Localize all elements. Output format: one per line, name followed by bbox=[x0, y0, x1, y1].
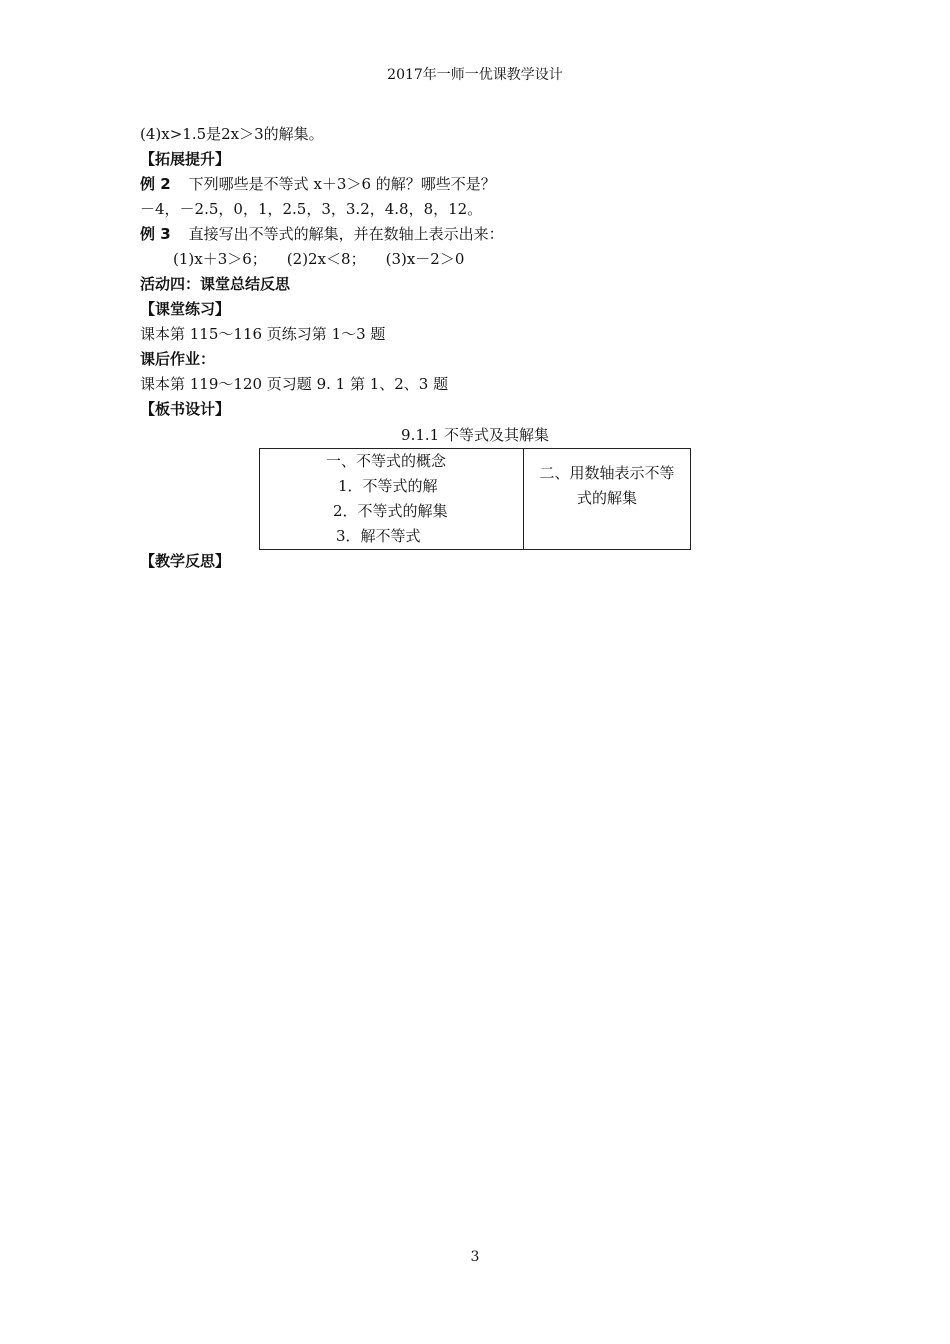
example-3 bbox=[140, 222, 700, 247]
example-2 bbox=[140, 172, 700, 197]
board-item-solution-set: 2．不等式的解集 bbox=[333, 502, 448, 520]
board-item-solving: 3．解不等式 bbox=[336, 527, 421, 545]
homework-heading: 课后作业： bbox=[140, 350, 216, 368]
section-heading-reflection: 【教学反思】 bbox=[140, 552, 231, 570]
example-2-text: 下列哪些是不等式 x＋3＞6 的解？哪些不是？ bbox=[188, 175, 496, 193]
board-right-cell bbox=[524, 449, 691, 550]
board-right-line-1: 二、用数轴表示不等 bbox=[539, 464, 675, 482]
board-item-concept: 一、不等式的概念 bbox=[326, 452, 447, 470]
board-left-cell bbox=[260, 449, 524, 550]
board-design-table bbox=[259, 448, 691, 550]
document-body bbox=[140, 122, 700, 422]
problem-2: (2)2x＜8； bbox=[286, 250, 366, 268]
board-title: 9.1.1 不等式及其解集 bbox=[401, 426, 549, 444]
example-3-text: 直接写出不等式的解集，并在数轴上表示出来： bbox=[188, 225, 504, 243]
solution-set-statement: (4)x>1.5是2x＞3的解集。 bbox=[140, 125, 324, 143]
section-heading-extension: 【拓展提升】 bbox=[140, 150, 231, 168]
problem-1: (1)x＋3＞6； bbox=[173, 250, 267, 268]
section-heading-practice: 【课堂练习】 bbox=[140, 300, 231, 318]
board-right-line-2: 式的解集 bbox=[576, 489, 637, 507]
example-3-label: 例 3 bbox=[140, 225, 171, 243]
practice-text: 课本第 115～116 页练习第 1～3 题 bbox=[140, 325, 386, 343]
section-heading-board-design: 【板书设计】 bbox=[140, 400, 231, 418]
example-3-problems bbox=[140, 247, 700, 272]
problem-3: (3)x－2＞0 bbox=[385, 250, 465, 268]
page-header: 2017年一师一优课教学设计 bbox=[387, 67, 563, 83]
board-item-solution: 1．不等式的解 bbox=[338, 477, 438, 495]
example-2-values: －4，－2.5，0，1，2.5，3，3.2，4.8，8，12。 bbox=[140, 200, 483, 218]
homework-text: 课本第 119～120 页习题 9. 1 第 1、2、3 题 bbox=[140, 375, 449, 393]
example-2-label: 例 2 bbox=[140, 175, 171, 193]
activity-four-heading: 活动四：课堂总结反思 bbox=[140, 275, 291, 293]
page-number: 3 bbox=[470, 1249, 480, 1265]
